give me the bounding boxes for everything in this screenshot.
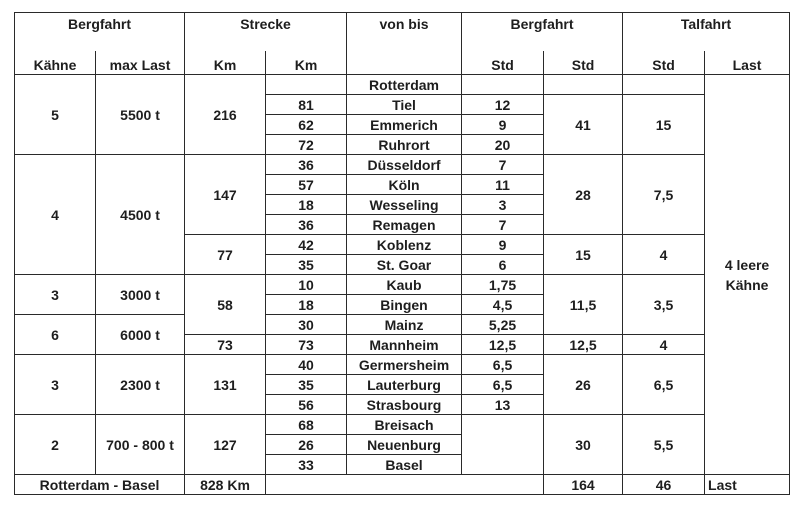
convoy-kaehne: 6 — [15, 315, 96, 355]
bergfahrt-std: 15 — [544, 235, 623, 275]
leg-std: 3 — [462, 195, 544, 215]
leg-std — [462, 75, 544, 95]
leg-km: 62 — [266, 115, 347, 135]
leg-km: 10 — [266, 275, 347, 295]
talfahrt-std: 5,5 — [623, 415, 705, 475]
header-von-bis-blank — [347, 51, 462, 75]
leg-km: 18 — [266, 295, 347, 315]
header-max-last: max Last — [96, 51, 185, 75]
header-km-section: Km — [185, 51, 266, 75]
table-row — [15, 275, 790, 295]
convoy-max-last: 3000 t — [96, 275, 185, 315]
leg-place: Düsseldorf — [347, 155, 462, 175]
bergfahrt-std: 41 — [544, 95, 623, 155]
leg-place: Rotterdam — [347, 75, 462, 95]
table-row — [15, 415, 790, 435]
leg-place: Koblenz — [347, 235, 462, 255]
rhine-route-table — [14, 12, 790, 495]
convoy-max-last: 4500 t — [96, 155, 185, 275]
leg-place: Köln — [347, 175, 462, 195]
bergfahrt-std: 11,5 — [544, 275, 623, 335]
bergfahrt-std-blank — [544, 75, 623, 95]
leg-km: 40 — [266, 355, 347, 375]
talfahrt-std: 4 — [623, 335, 705, 355]
totals-row — [15, 475, 790, 495]
header-talfahrt-group: Talfahrt — [623, 13, 790, 52]
table-row — [15, 355, 790, 375]
header-bergfahrt-group: Bergfahrt — [15, 13, 185, 52]
leg-km: 56 — [266, 395, 347, 415]
leg-place: Neuenburg — [347, 435, 462, 455]
leg-place: St. Goar — [347, 255, 462, 275]
header-row-top — [15, 13, 790, 52]
leg-km: 18 — [266, 195, 347, 215]
table-row — [15, 155, 790, 175]
header-last: Last — [705, 51, 790, 75]
leg-km: 36 — [266, 215, 347, 235]
header-bergfahrt-std-group: Bergfahrt — [462, 13, 623, 52]
leg-km: 35 — [266, 375, 347, 395]
talfahrt-std: 7,5 — [623, 155, 705, 235]
leg-std: 5,25 — [462, 315, 544, 335]
header-von-bis: von bis — [347, 13, 462, 52]
leg-km: 72 — [266, 135, 347, 155]
section-km: 131 — [185, 355, 266, 415]
total-last-label: Last — [705, 475, 790, 495]
leg-std: 9 — [462, 115, 544, 135]
leg-km: 35 — [266, 255, 347, 275]
total-route: Rotterdam - Basel — [15, 475, 185, 495]
leg-km: 33 — [266, 455, 347, 475]
convoy-max-last: 5500 t — [96, 75, 185, 155]
header-row-sub — [15, 51, 790, 75]
leg-std: 13 — [462, 395, 544, 415]
leg-km: 36 — [266, 155, 347, 175]
leg-std: 4,5 — [462, 295, 544, 315]
section-km: 147 — [185, 155, 266, 235]
convoy-kaehne: 3 — [15, 275, 96, 315]
talfahrt-std-blank — [623, 75, 705, 95]
leg-std: 12 — [462, 95, 544, 115]
header-km-leg: Km — [266, 51, 347, 75]
section-km: 77 — [185, 235, 266, 275]
convoy-max-last: 6000 t — [96, 315, 185, 355]
leg-place: Ruhrort — [347, 135, 462, 155]
leg-km: 68 — [266, 415, 347, 435]
talfahrt-std: 4 — [623, 235, 705, 275]
convoy-kaehne: 5 — [15, 75, 96, 155]
leg-std: 11 — [462, 175, 544, 195]
total-talfahrt-std: 46 — [623, 475, 705, 495]
convoy-kaehne: 4 — [15, 155, 96, 275]
bergfahrt-std: 26 — [544, 355, 623, 415]
total-km: 828 Km — [185, 475, 266, 495]
leg-km: 81 — [266, 95, 347, 115]
leg-std: 12,5 — [462, 335, 544, 355]
leg-place: Wesseling — [347, 195, 462, 215]
total-bergfahrt-std: 164 — [544, 475, 623, 495]
leg-place: Lauterburg — [347, 375, 462, 395]
leg-place: Strasbourg — [347, 395, 462, 415]
leg-place: Breisach — [347, 415, 462, 435]
leg-km: 26 — [266, 435, 347, 455]
leg-std: 1,75 — [462, 275, 544, 295]
header-std-bergfahrt: Std — [544, 51, 623, 75]
leg-place: Tiel — [347, 95, 462, 115]
convoy-kaehne: 2 — [15, 415, 96, 475]
leg-place: Germersheim — [347, 355, 462, 375]
leg-km: 57 — [266, 175, 347, 195]
leg-std: 6,5 — [462, 355, 544, 375]
talfahrt-std: 3,5 — [623, 275, 705, 335]
bergfahrt-std: 28 — [544, 155, 623, 235]
table-row — [15, 75, 790, 95]
leg-std: 6 — [462, 255, 544, 275]
header-strecke-group: Strecke — [185, 13, 347, 52]
header-kaehne: Kähne — [15, 51, 96, 75]
leg-place: Emmerich — [347, 115, 462, 135]
leg-std: 20 — [462, 135, 544, 155]
leg-std — [462, 415, 544, 475]
leg-place: Mainz — [347, 315, 462, 335]
section-km: 127 — [185, 415, 266, 475]
total-blank — [266, 475, 544, 495]
convoy-kaehne: 3 — [15, 355, 96, 415]
leg-place: Bingen — [347, 295, 462, 315]
section-km: 216 — [185, 75, 266, 155]
talfahrt-std: 6,5 — [623, 355, 705, 415]
leg-std: 6,5 — [462, 375, 544, 395]
route-table-sheet — [14, 12, 789, 508]
header-std-leg: Std — [462, 51, 544, 75]
talfahrt-std: 15 — [623, 95, 705, 155]
leg-place: Remagen — [347, 215, 462, 235]
leg-km: 73 — [266, 335, 347, 355]
leg-place: Mannheim — [347, 335, 462, 355]
leg-place: Basel — [347, 455, 462, 475]
convoy-max-last: 2300 t — [96, 355, 185, 415]
bergfahrt-std: 12,5 — [544, 335, 623, 355]
leg-place: Kaub — [347, 275, 462, 295]
section-km: 73 — [185, 335, 266, 355]
leg-std: 7 — [462, 155, 544, 175]
convoy-max-last: 700 - 800 t — [96, 415, 185, 475]
leg-km — [266, 75, 347, 95]
leg-km: 30 — [266, 315, 347, 335]
leg-std: 9 — [462, 235, 544, 255]
empty-barges-note: 4 leere Kähne — [705, 75, 790, 475]
bergfahrt-std: 30 — [544, 415, 623, 475]
leg-std: 7 — [462, 215, 544, 235]
header-std-talfahrt: Std — [623, 51, 705, 75]
leg-km: 42 — [266, 235, 347, 255]
section-km: 58 — [185, 275, 266, 335]
